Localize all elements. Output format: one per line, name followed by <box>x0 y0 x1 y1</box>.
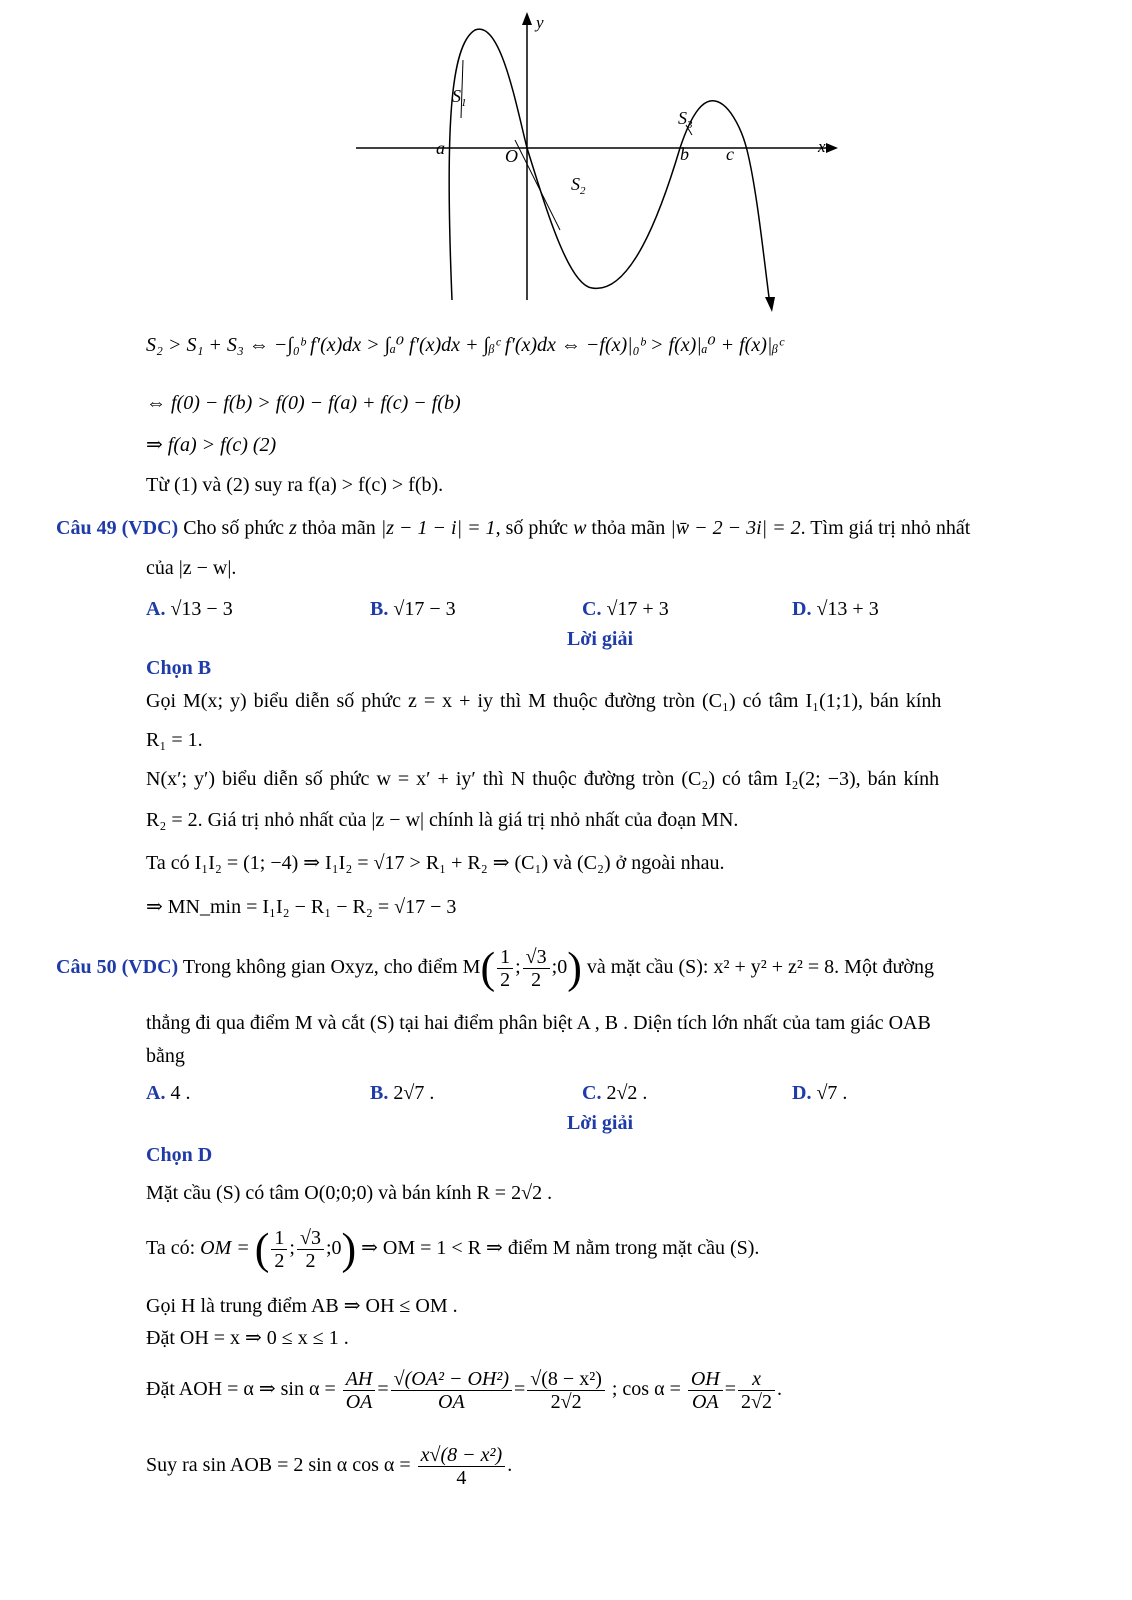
q49-option-c[interactable]: C. √17 + 3 <box>582 598 669 620</box>
q49-sol-line3: N(x′; y′) biểu diễn số phức w = x′ + iy′ thì N thuộc đường tròn (C₂) có tâm I₂(2; −3), bán kính <box>146 768 940 790</box>
q50-choice: Chọn D <box>146 1144 213 1166</box>
label-b: b <box>680 144 689 164</box>
q50-sol-line2: Ta có: OM = ( $\frac{1}{2}$ ; $\frac{√3}{2}$ ;0) ⇒ OM = 1 < R ⇒ điểm M nằm trong mặt cầu (S). <box>146 1224 760 1274</box>
curve-arrow <box>765 297 775 312</box>
q49-title: Câu 49 (VDC) <box>56 517 179 539</box>
q50-sol-line1: Mặt cầu (S) có tâm O(0;0;0) và bán kính R = 2√2 . <box>146 1182 553 1204</box>
q50-sol-line4: Đặt OH = x ⇒ 0 ≤ x ≤ 1 . <box>146 1327 349 1349</box>
sol48-line2: ⇔ f(0) − f(b) > f(0) − f(a) + f(c) − f(b) <box>146 392 461 414</box>
q49-sol-line2: R₁ = 1. <box>146 729 203 751</box>
fraction: $\frac{√3}{2}$ <box>297 1227 324 1272</box>
q49-sol-line5: Ta có I₁I₂ = (1; −4) ⇒ I₁I₂ = √17 > R₁ + R₂ ⇒ (C₁) và (C₂) ở ngoài nhau. <box>146 852 725 874</box>
q49-sol-line4: R₂ = 2. Giá trị nhỏ nhất của |z − w| chính là giá trị nhỏ nhất của đoạn MN. <box>146 809 739 831</box>
q49-option-a[interactable]: A. √13 − 3 <box>146 598 233 620</box>
fraction: $\frac{√3}{2}$ <box>523 946 550 991</box>
fraction: $\frac{OH}{OA}$ <box>688 1368 723 1413</box>
fraction: $\frac{\text{√(8 − x²)}}{2√2}$ <box>527 1368 605 1413</box>
area-hatch <box>515 140 560 230</box>
q49-solution-heading: Lời giải <box>566 628 634 650</box>
q50-option-d[interactable]: D. √7 . <box>792 1082 848 1104</box>
q49-option-d[interactable]: D. √13 + 3 <box>792 598 879 620</box>
label-S3: $S_3$ <box>678 108 693 131</box>
label-c: c <box>726 144 734 164</box>
q49-sol-line1: Gọi M(x; y) biểu diễn số phức z = x + iy thì M thuộc đường tròn (C₁) có tâm I₁(1;1), bán kính <box>146 690 942 712</box>
fraction: $\frac{x}{2√2}$ <box>738 1368 775 1413</box>
fraction: $\frac{1}{2}$ <box>497 946 513 991</box>
q50-solution-heading: Lời giải <box>566 1112 634 1134</box>
q50-option-a[interactable]: A. 4 . <box>146 1082 191 1104</box>
q50-statement-line2: thẳng đi qua điểm M và cắt (S) tại hai điểm phân biệt A , B . Diện tích lớn nhất của tam giác OAB <box>146 1012 931 1034</box>
fraction: $\frac{AH}{OA}$ <box>343 1368 376 1413</box>
sol48-line1: S₂ > S₁ + S₃ ⇔ −∫₀ᵇ f′(x)dx > ∫ₐ⁰ f′(x)dx + ∫ᵦᶜ f′(x)dx ⇔ −f(x)|₀ᵇ > f(x)|ₐ⁰ + f(x)|ᵦᶜ <box>146 334 784 356</box>
q50-sol-line6: Suy ra sin AOB = 2 sin α cos α = $\frac{\text{x√(8 − x²)}}{4}$ . <box>146 1443 513 1489</box>
q49-choice: Chọn B <box>146 657 212 679</box>
q50-statement-line3: bằng <box>146 1045 185 1067</box>
label-y: y <box>536 13 544 32</box>
label-S1: $S_1$ <box>452 86 467 109</box>
label-a: a <box>436 138 445 158</box>
q49-statement-line2: của |z − w|. <box>146 557 237 579</box>
sol48-line4: Từ (1) và (2) suy ra f(a) > f(c) > f(b). <box>146 474 444 496</box>
sol48-line3: ⇒ f(a) > f(c) (2) <box>146 434 277 456</box>
fraction: $\frac{\text{√(OA² − OH²)}}{OA}$ <box>391 1368 512 1413</box>
q50-statement: Câu 50 (VDC) Trong không gian Oxyz, cho điểm M( $\frac{1}{2}$ ; $\frac{√3}{2}$ ;0) và mặt cầu (S): x² + y² + z² = 8. Một đường <box>56 943 934 993</box>
y-axis-arrow <box>522 12 532 25</box>
q50-sol-line5: Đặt AOH = α ⇒ sin α = $\frac{AH}{OA}$ = $\frac{\text{√(OA² − OH²)}}{OA}$ = $\frac{\text{√(8 − x²)}}{2√2}$ ; cos α = $\frac{OH}{OA}$ = $\frac{x}{2√2}$ . <box>146 1367 783 1413</box>
curve <box>449 29 770 305</box>
q50-option-c[interactable]: C. 2√2 . <box>582 1082 648 1104</box>
q49-sol-line6: ⇒ MN_min = I₁I₂ − R₁ − R₂ = √17 − 3 <box>146 896 457 918</box>
fraction: $\frac{1}{2}$ <box>271 1227 287 1272</box>
q50-option-b[interactable]: B. 2√7 . <box>370 1082 435 1104</box>
x-axis-arrow <box>826 143 838 153</box>
q50-title: Câu 50 (VDC) <box>56 956 179 978</box>
q49-statement: Câu 49 (VDC) Cho số phức z thỏa mãn |z − 1 − i| = 1, số phức w thỏa mãn |w̄ − 2 − 3i| = 2. Tìm giá trị nhỏ nhất <box>56 517 971 539</box>
label-x: x <box>818 137 826 156</box>
function-graph <box>0 0 1132 320</box>
label-O: O <box>505 146 518 166</box>
fraction: $\frac{\text{x√(8 − x²)}}{4}$ <box>418 1444 506 1489</box>
q49-option-b[interactable]: B. √17 − 3 <box>370 598 456 620</box>
label-S2: $S_2$ <box>571 174 586 197</box>
area-hatch <box>461 60 463 118</box>
q50-sol-line3: Gọi H là trung điểm AB ⇒ OH ≤ OM . <box>146 1295 458 1317</box>
